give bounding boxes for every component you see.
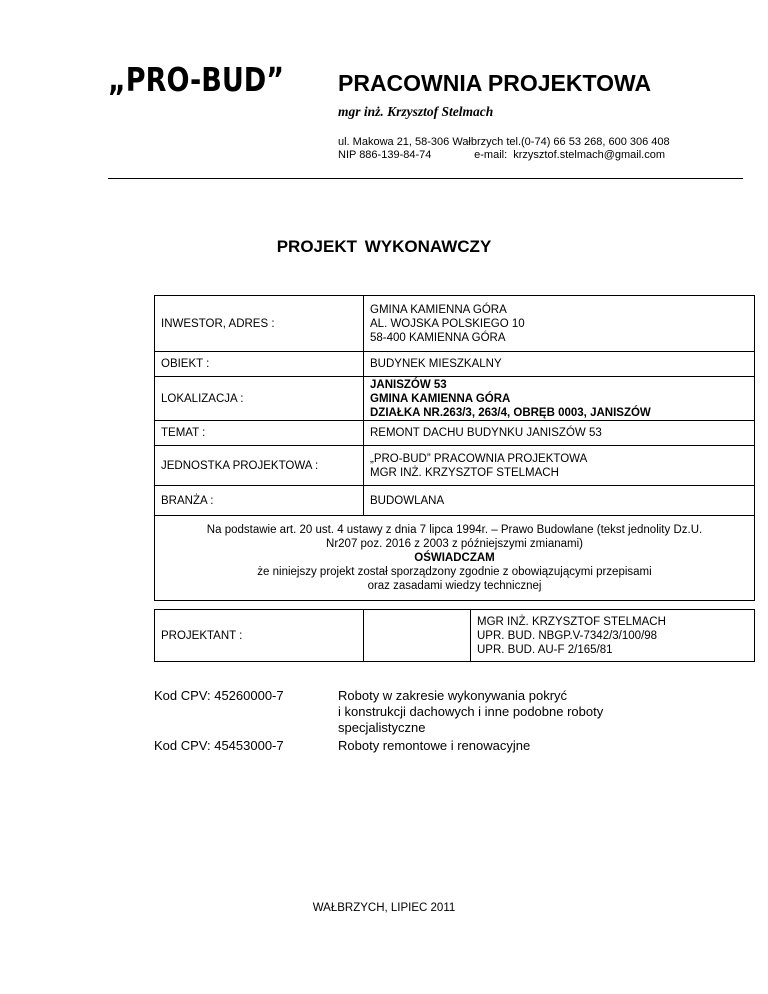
investor-value: [364, 296, 755, 352]
firm-person: mgr inż. Krzysztof Stelmach: [338, 104, 494, 119]
table-row: [155, 610, 755, 662]
investor-line: AL. WOJSKA POLSKIEGO 10: [370, 317, 525, 330]
cpv-code: Kod CPV: 45260000-7: [154, 688, 284, 703]
table-row: [155, 486, 755, 516]
designer-line: UPR. BUD. NBGP.V-7342/3/100/98: [477, 629, 658, 642]
location-label: LOKALIZACJA :: [155, 377, 364, 421]
designer-value: [471, 610, 755, 662]
firm-contact: NIP 886-139-84-74 e-mail: krzysztof.stelmach@gmail.com: [338, 149, 666, 161]
place-date: WAŁBRZYCH, LIPIEC 2011: [312, 902, 456, 914]
unit-label: JEDNOSTKA PROJEKTOWA :: [155, 446, 364, 486]
branch-value: BUDOWLANA: [364, 486, 755, 516]
unit-line: „PRO-BUD” PRACOWNIA PROJEKTOWA: [370, 452, 588, 465]
location-line: DZIAŁKA NR.263/3, 263/4, OBRĘB 0003, JANISZÓW: [370, 406, 651, 419]
investor-line: 58-400 KAMIENNA GÓRA: [370, 331, 506, 344]
object-label: OBIEKT :: [155, 352, 364, 377]
header-divider: [108, 178, 743, 179]
declaration: [155, 516, 755, 601]
cpv-description-line: i konstrukcji dachowych i inne podobne roboty: [338, 704, 604, 719]
firm-name: PRACOWNIA PROJEKTOWA: [338, 70, 652, 96]
document-title: PROJEKT WYKONAWCZY: [276, 237, 492, 256]
cpv-description-line: Roboty w zakresie wykonywania pokryć: [338, 688, 568, 703]
designer-line: UPR. BUD. AU-F 2/165/81: [477, 643, 613, 656]
firm-address: ul. Makowa 21, 58-306 Wałbrzych tel.(0-74) 66 53 268, 600 306 408: [338, 136, 670, 148]
designer-line: MGR INŻ. KRZYSZTOF STELMACH: [477, 615, 666, 628]
signature-cell: [364, 610, 471, 662]
declaration-heading: OŚWIADCZAM: [414, 552, 495, 564]
company-logo: „PRO-BUD”: [108, 60, 285, 99]
table-row: [155, 352, 755, 377]
project-info-table: [154, 295, 755, 601]
designer-table: [154, 609, 755, 662]
unit-line: MGR INŻ. KRZYSZTOF STELMACH: [370, 466, 559, 479]
location-value: [364, 377, 755, 421]
declaration-line: Nr207 poz. 2016 z 2003 z późniejszymi zmianami): [326, 538, 583, 550]
table-row: [155, 421, 755, 446]
cpv-code: Kod CPV: 45453000-7: [154, 738, 284, 753]
table-row: [155, 446, 755, 486]
table-row: [155, 377, 755, 421]
cpv-description-line: specjalistyczne: [338, 720, 426, 735]
table-row: [155, 516, 755, 601]
declaration-line: Na podstawie art. 20 ust. 4 ustawy z dnia 7 lipca 1994r. – Prawo Budowlane (tekst jednolity Dz.U.: [206, 524, 703, 536]
designer-label: PROJEKTANT :: [155, 610, 364, 662]
topic-label: TEMAT :: [155, 421, 364, 446]
investor-label: INWESTOR, ADRES :: [155, 296, 364, 352]
declaration-line: oraz zasadami wiedzy technicznej: [367, 580, 542, 592]
object-value: BUDYNEK MIESZKALNY: [364, 352, 755, 377]
cpv-description-line: Roboty remontowe i renowacyjne: [338, 738, 531, 753]
cpv-description: [338, 688, 668, 736]
table-row: [155, 296, 755, 352]
topic-value: REMONT DACHU BUDYNKU JANISZÓW 53: [364, 421, 755, 446]
declaration-line: że niniejszy projekt został sporządzony zgodnie z obowiązującymi przepisami: [257, 566, 652, 578]
location-line: GMINA KAMIENNA GÓRA: [370, 392, 511, 405]
location-line: JANISZÓW 53: [370, 378, 447, 391]
branch-label: BRANŻA :: [155, 486, 364, 516]
unit-value: [364, 446, 755, 486]
cpv-description: [338, 738, 530, 754]
investor-line: GMINA KAMIENNA GÓRA: [370, 303, 507, 316]
